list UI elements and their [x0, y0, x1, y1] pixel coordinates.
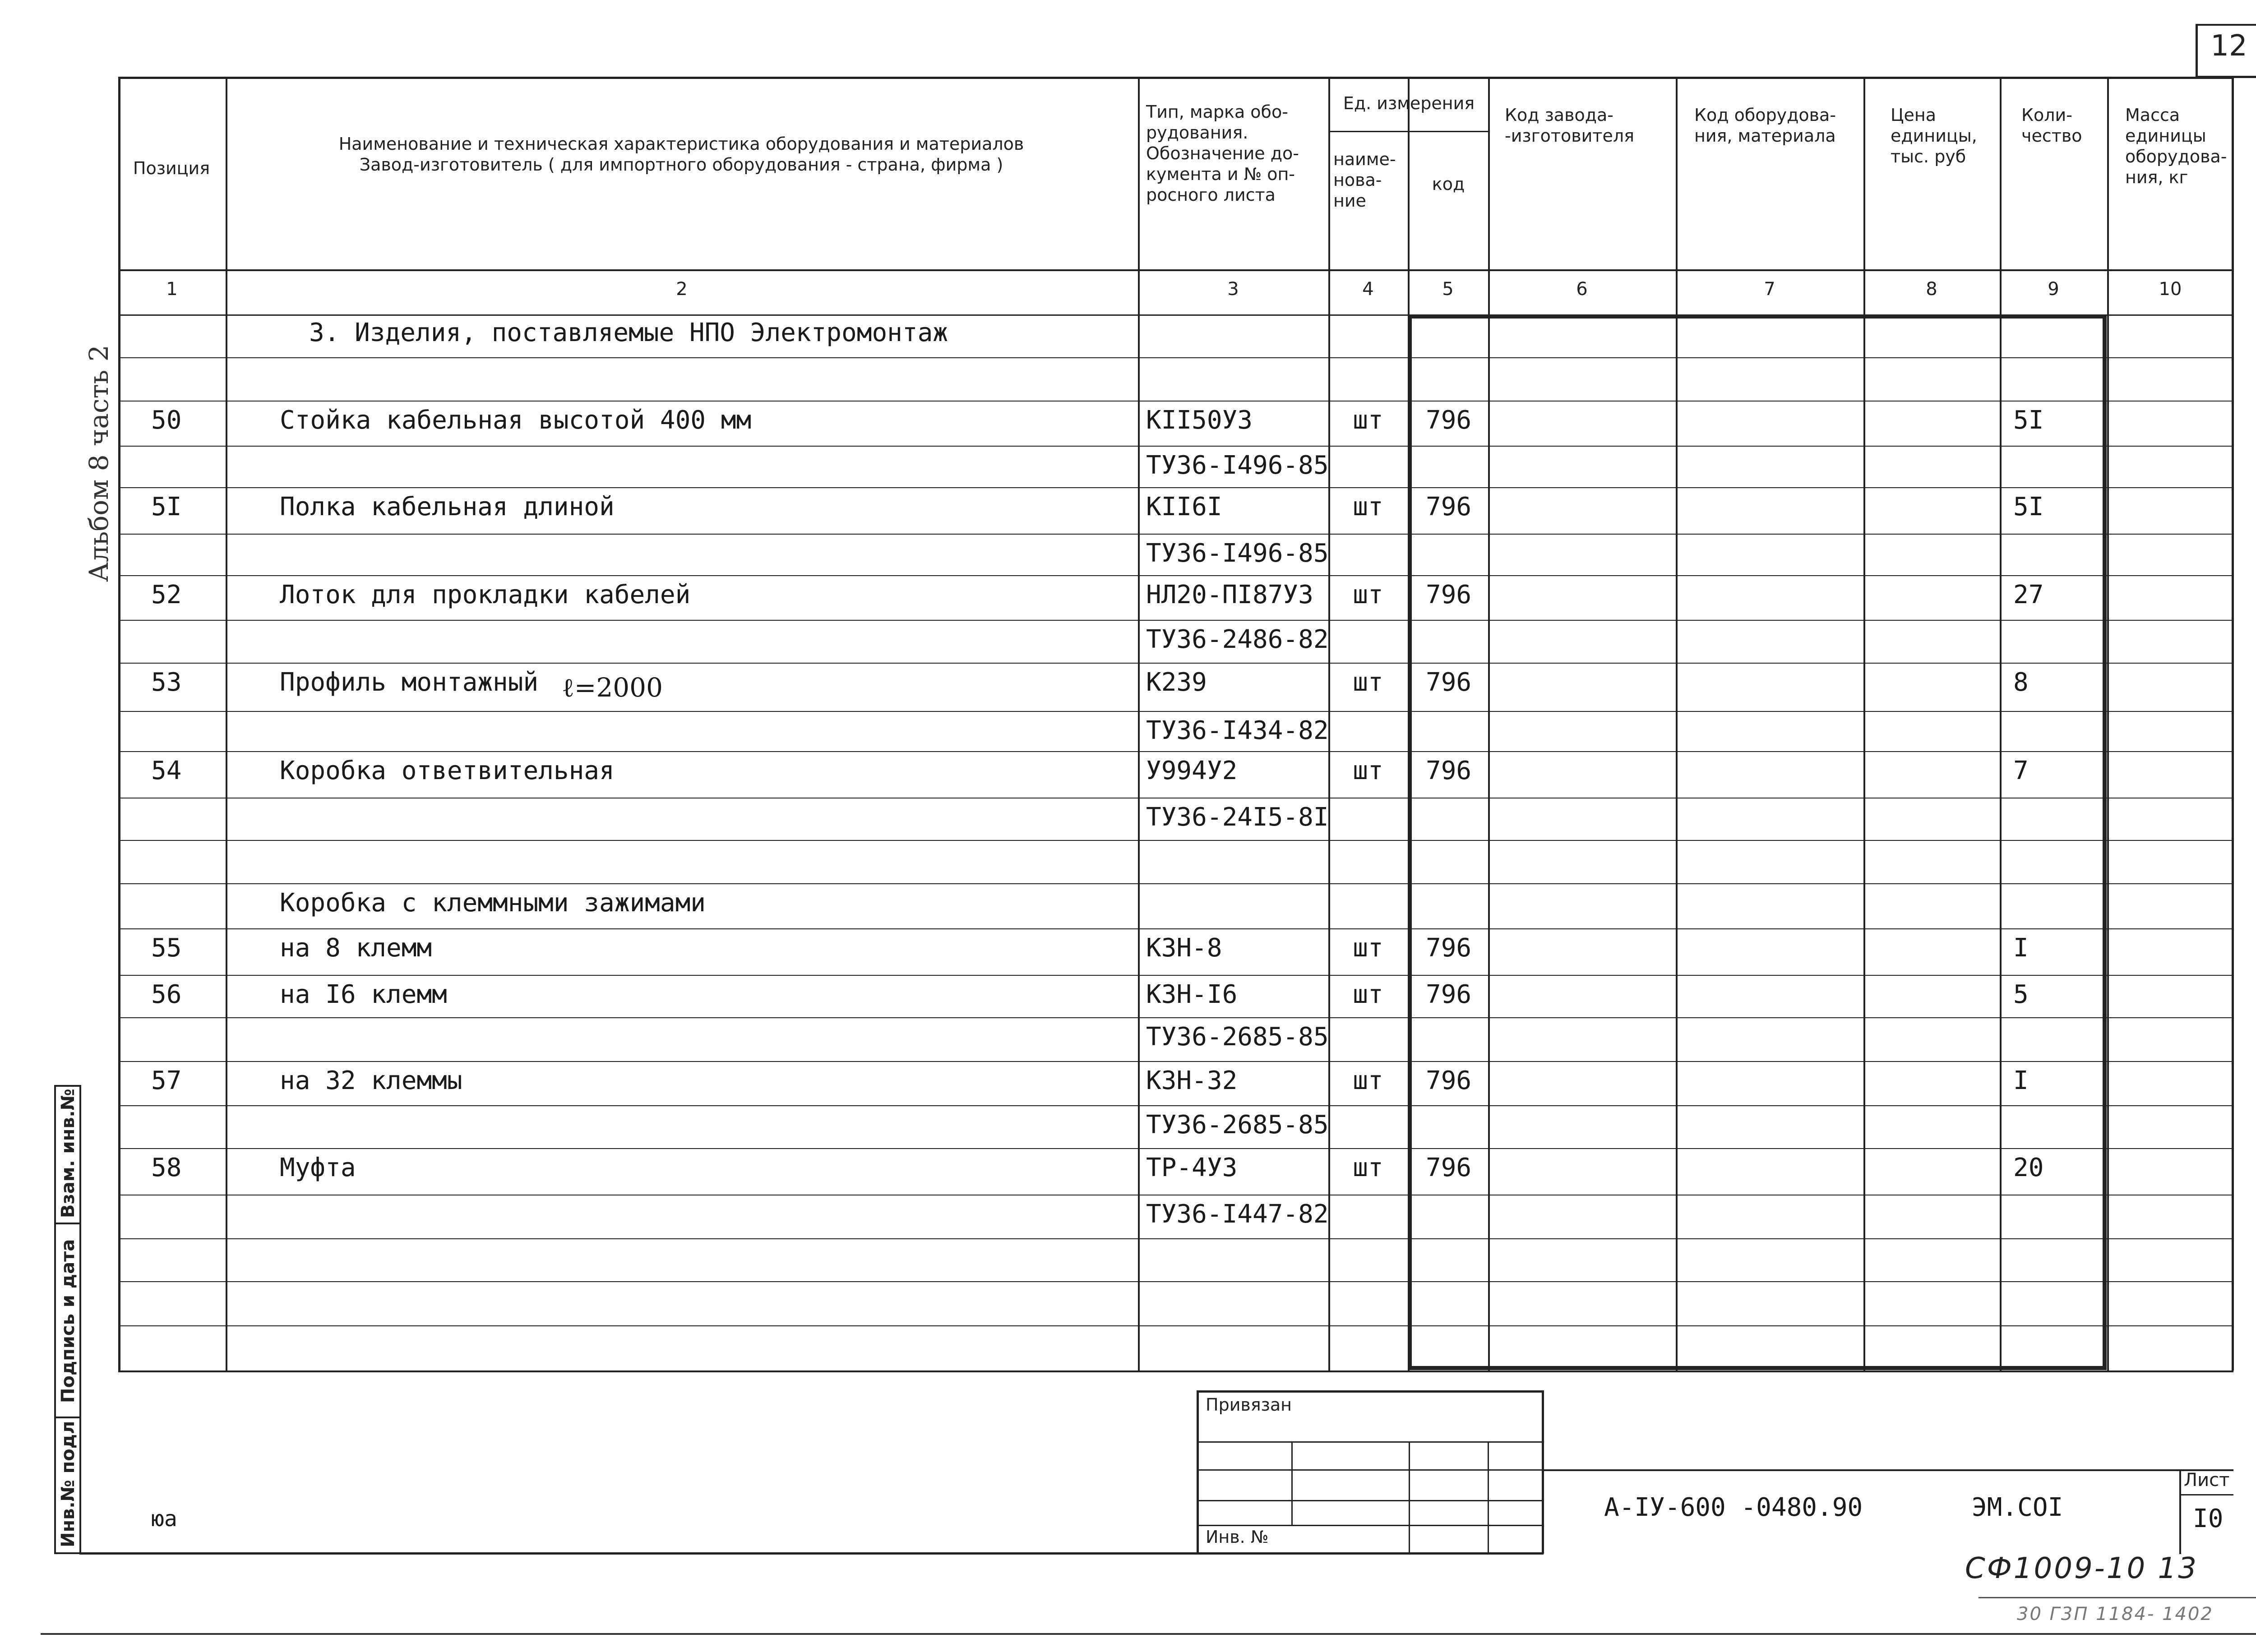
column-number: 8	[1926, 279, 1937, 300]
row-type: ТУ36-2685-85	[1146, 1110, 1329, 1140]
row-unit: шт	[1353, 492, 1383, 521]
row-unit: шт	[1353, 668, 1383, 697]
sheet-corner-number: 12	[2210, 29, 2247, 63]
row-quantity: 7	[2013, 756, 2029, 785]
row-unit-code: 796	[1426, 668, 1472, 697]
column-number: 9	[2048, 279, 2059, 300]
column-number: 3	[1227, 279, 1239, 300]
row-position: 54	[151, 756, 182, 785]
row-name: Лоток для прокладки кабелей	[280, 580, 691, 609]
row-unit-code: 796	[1426, 1153, 1472, 1182]
row-type: КII6I	[1146, 492, 1222, 521]
row-quantity: 5I	[2013, 406, 2044, 435]
row-type: ТУ36-I496-85	[1146, 539, 1329, 568]
row-name: Коробка с клеммными зажимами	[280, 888, 706, 918]
list-number: I0	[2193, 1504, 2224, 1533]
row-unit: шт	[1353, 1066, 1383, 1095]
row-type: ТР-4У3	[1146, 1153, 1238, 1182]
handwritten-bottom: 30 Г3П 1184- 1402	[2017, 1604, 2214, 1624]
header-unit-code: код	[1432, 174, 1465, 194]
row-type: КII50У3	[1146, 406, 1253, 435]
row-unit-code: 796	[1426, 1066, 1472, 1095]
handwritten-code: СФ1009-10 13	[1965, 1552, 2198, 1585]
header-equipment-code: Код оборудова- ния, материала	[1694, 105, 1836, 146]
stamp-inv-podl: Инв.№ подл	[58, 1421, 79, 1547]
column-number: 1	[166, 279, 178, 300]
column-number: 7	[1764, 279, 1775, 300]
row-type: ТУ36-I496-85	[1146, 451, 1329, 480]
row-position: 58	[151, 1153, 182, 1182]
row-quantity: 20	[2013, 1153, 2044, 1182]
row-unit: шт	[1353, 406, 1383, 435]
header-position: Позиция	[133, 158, 210, 178]
row-position: 5I	[151, 492, 182, 521]
section-title: 3. Изделия, поставляемые НПО Электромонтаж	[309, 318, 948, 347]
row-type: НЛ20-ПI87У3	[1146, 580, 1313, 609]
row-type: КЗН-8	[1146, 933, 1222, 963]
row-position: 57	[151, 1066, 182, 1095]
row-type: КЗН-32	[1146, 1066, 1238, 1095]
column-number: 2	[676, 279, 688, 300]
side-label: Альбом 8 часть 2	[83, 345, 114, 582]
row-position: 55	[151, 933, 182, 963]
row-unit: шт	[1353, 1153, 1383, 1182]
row-quantity: 27	[2013, 580, 2044, 609]
stamp-podpis-data: Подпись и дата	[58, 1239, 79, 1403]
document-code: А-IУ-600 -0480.90	[1604, 1493, 1863, 1522]
row-name: на I6 клемм	[280, 980, 447, 1009]
row-position: 53	[151, 668, 182, 697]
row-name: на 8 клемм	[280, 933, 432, 963]
footer-left-mark: юа	[151, 1506, 177, 1532]
row-type: ТУ36-I434-82	[1146, 716, 1329, 745]
row-unit: шт	[1353, 980, 1383, 1009]
profile-length-note: ℓ=2000	[562, 672, 663, 703]
row-name: Профиль монтажный	[280, 668, 539, 697]
row-unit-code: 796	[1426, 933, 1472, 963]
header-quantity: Коли- чество	[2021, 105, 2082, 146]
row-type: У994У2	[1146, 756, 1238, 785]
row-unit: шт	[1353, 933, 1383, 963]
header-name-line1: Наименование и техническая характеристика оборудования и материалов	[338, 134, 1024, 154]
stamp-vzam-inv: Взам. инв.№	[58, 1089, 79, 1218]
row-name: Муфта	[280, 1153, 356, 1182]
row-unit-code: 796	[1426, 492, 1472, 521]
row-position: 52	[151, 580, 182, 609]
header-type: Тип, марка обо- рудования. Обозначение до- кумента и № оп- росного листа	[1146, 102, 1299, 205]
row-name: на 32 клеммы	[280, 1066, 462, 1095]
header-unit-name: наиме- нова- ние	[1333, 149, 1396, 211]
sheet-mark: ЭМ.СОI	[1972, 1493, 2063, 1522]
row-unit-code: 796	[1426, 406, 1472, 435]
list-label: Лист	[2184, 1470, 2230, 1490]
row-quantity: 8	[2013, 668, 2029, 697]
row-name: Полка кабельная длиной	[280, 492, 615, 521]
row-quantity: I	[2013, 933, 2029, 963]
row-type: ТУ36-2685-85	[1146, 1022, 1329, 1052]
row-type: КЗН-I6	[1146, 980, 1238, 1009]
row-type: ТУ36-2486-82	[1146, 625, 1329, 654]
row-type: ТУ36-24I5-8I	[1146, 803, 1329, 832]
header-name-line2: Завод-изготовитель ( для импортного оборудования - страна, фирма )	[359, 155, 1003, 175]
row-unit-code: 796	[1426, 756, 1472, 785]
inv-no-label: Инв. №	[1206, 1527, 1269, 1547]
column-number: 6	[1576, 279, 1588, 300]
row-unit-code: 796	[1426, 980, 1472, 1009]
row-type: К239	[1146, 668, 1207, 697]
row-position: 50	[151, 406, 182, 435]
column-number: 4	[1362, 279, 1374, 300]
header-price: Цена единицы, тыс. руб	[1891, 105, 1977, 166]
row-type: ТУ36-I447-82	[1146, 1200, 1329, 1229]
row-position: 56	[151, 980, 182, 1009]
row-quantity: I	[2013, 1066, 2029, 1095]
header-unit-group: Ед. измерения	[1343, 93, 1475, 113]
row-unit: шт	[1353, 756, 1383, 785]
header-mass: Масса единицы оборудова- ния, кг	[2125, 105, 2227, 187]
header-factory-code: Код завода- -изготовителя	[1505, 105, 1634, 146]
row-unit-code: 796	[1426, 580, 1472, 609]
row-name: Стойка кабельная высотой 400 мм	[280, 406, 752, 435]
privyazan-label: Привязан	[1206, 1395, 1292, 1415]
row-quantity: 5I	[2013, 492, 2044, 521]
row-name: Коробка ответвительная	[280, 756, 615, 785]
row-unit: шт	[1353, 580, 1383, 609]
row-quantity: 5	[2013, 980, 2029, 1009]
column-number: 5	[1442, 279, 1454, 300]
column-number: 10	[2159, 279, 2182, 300]
